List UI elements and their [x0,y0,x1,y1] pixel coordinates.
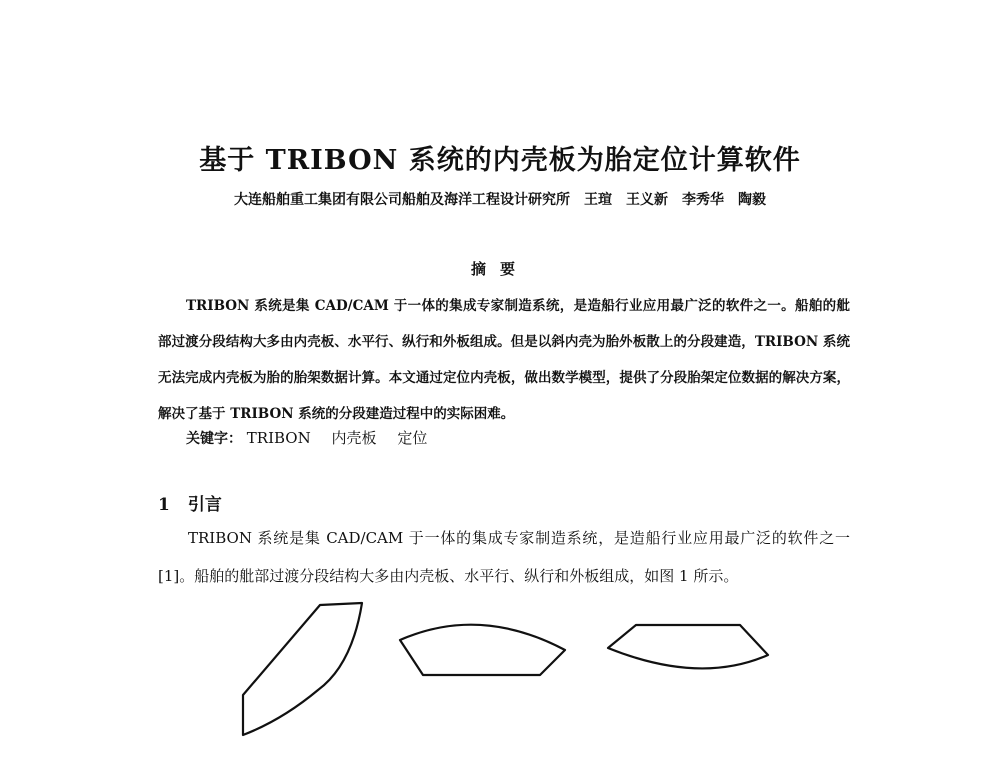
section-body: TRIBON 系统是集 CAD/CAM 于一体的集成专家制造系统，是造船行业应用最广泛的软件之一[1]。船舶的舭部过渡分段结构大多由内壳板、水平行、纵行和外板组成，如图 1 所示。 [158,529,850,585]
hull-section-pentagon-right [608,625,768,668]
figure-1 [0,595,1000,760]
keywords-label: 关键字： [186,431,242,447]
section-heading [158,490,222,515]
paper-title: 基于 TRIBON 系统的内壳板为胎定位计算软件 [199,145,801,176]
keyword-item: 内壳板 [331,429,377,447]
section-number: 1 [158,495,170,515]
hull-section-diagonal [243,603,362,735]
abstract-heading: 摘要 [470,260,529,278]
keywords [186,427,443,448]
abstract-body: TRIBON 系统是集 CAD/CAM 于一体的集成专家制造系统，是造船行业应用最广泛的软件之一。船舶的舭部过渡分段结构大多由内壳板、水平行、纵行和外板组成。但是以斜内壳为胎外板散上的分段建造，TRIBON 系统无法完成内壳板为胎的胎架数据计算。本文通过定位内壳板，做出数学模型，提供了分段胎架定位数据的解决方案，解决了基于 TRIBON 系统的分段建造过程中的实际困难。 [158,298,850,422]
section-title: 引言 [187,495,222,515]
hull-section-pentagon-left [400,625,565,675]
keyword-item: 定位 [397,429,428,447]
keyword-item: TRIBON [246,429,311,447]
author-affiliation: 大连船舶重工集团有限公司船舶及海洋工程设计研究所 王瑄 王义新 李秀华 陶毅 [234,192,766,208]
